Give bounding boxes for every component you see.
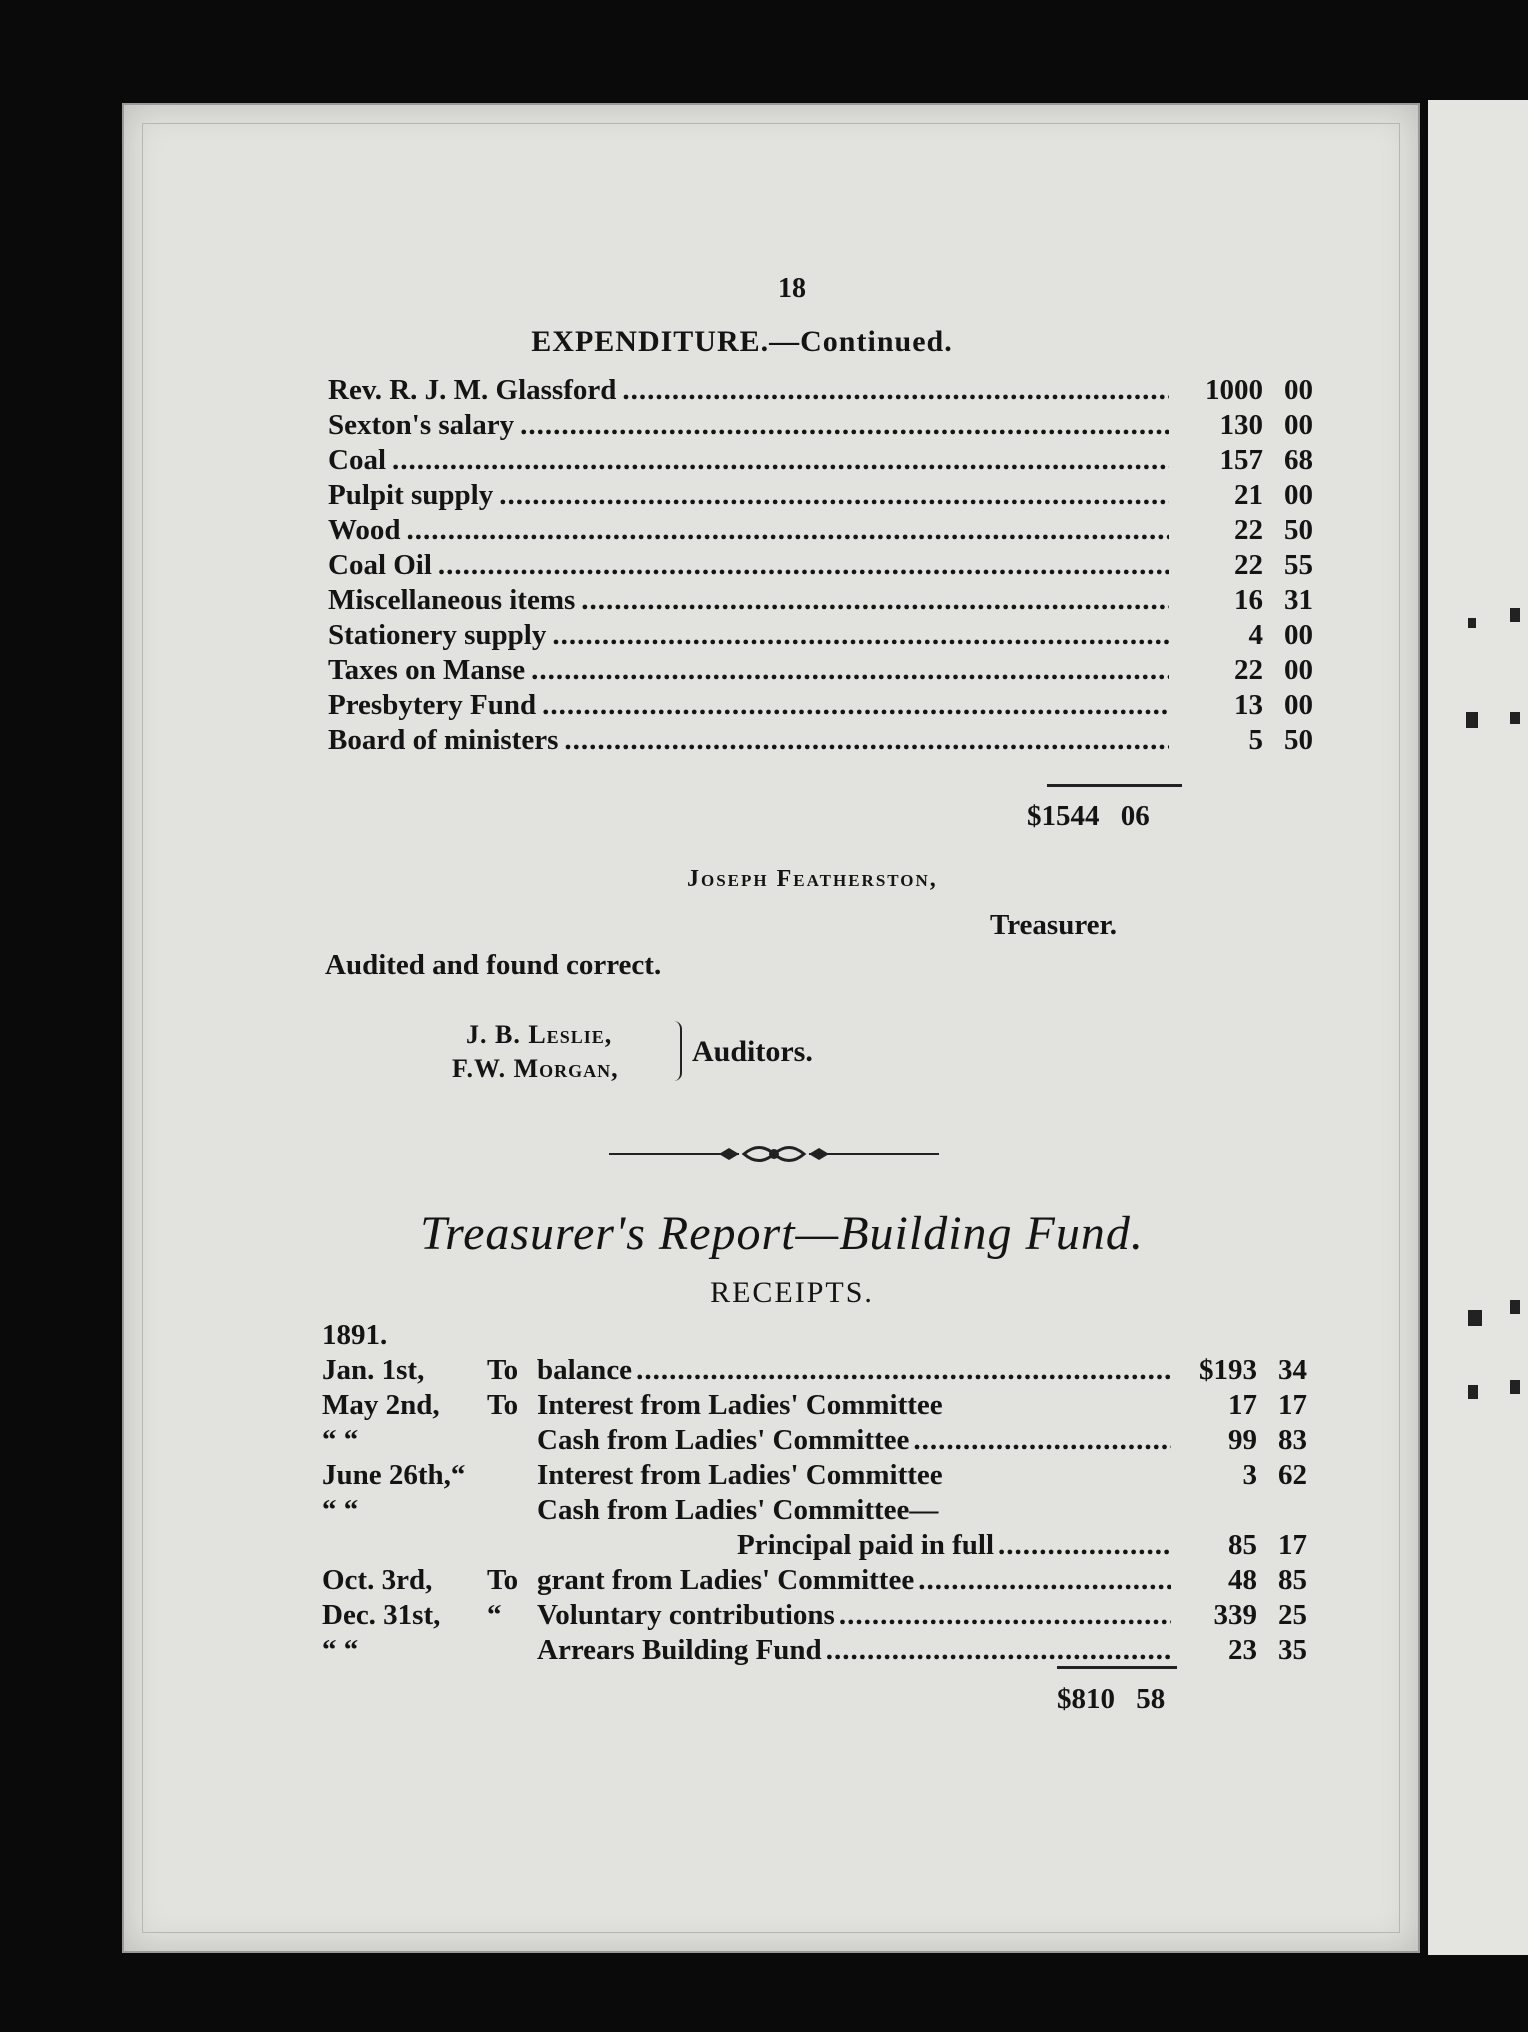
receipt-row <box>322 1353 1307 1388</box>
building-fund-title: Treasurer's Report—Building Fund. <box>420 1207 1144 1260</box>
receipts-year: 1891. <box>322 1319 388 1351</box>
expenditure-cents: 68 <box>1284 444 1313 476</box>
audit-statement: Audited and found correct. <box>325 949 662 981</box>
treasurer-name: Joseph Featherston, <box>687 866 938 892</box>
leader-dots <box>581 583 1169 618</box>
page-number: 18 <box>778 273 806 304</box>
leader-dots <box>826 1633 1171 1668</box>
expenditure-dollars: 16 <box>1234 584 1263 616</box>
treasurer-title: Treasurer. <box>990 909 1118 941</box>
receipt-to: To <box>487 1389 519 1421</box>
receipt-description: balance <box>537 1354 633 1386</box>
expenditure-cents: 00 <box>1284 619 1313 651</box>
receipts-heading: RECEIPTS. <box>710 1276 874 1309</box>
receipt-description: Interest from Ladies' Committee <box>537 1389 943 1421</box>
receipts-table <box>322 1353 1307 1668</box>
receipt-cents: 17 <box>1278 1389 1307 1421</box>
leader-dots <box>564 723 1169 758</box>
expenditure-dollars: 22 <box>1234 549 1263 581</box>
expenditure-cents: 55 <box>1284 549 1313 581</box>
auditor-names <box>452 1018 619 1086</box>
leader-dots <box>407 513 1169 548</box>
receipt-description: Principal paid in full <box>737 1529 995 1561</box>
expenditure-dollars: 13 <box>1234 689 1263 721</box>
expenditure-row <box>328 583 1313 618</box>
expenditure-table <box>328 373 1313 758</box>
receipt-description: Arrears Building Fund <box>537 1634 822 1666</box>
auditors-label: Auditors. <box>692 1035 813 1068</box>
expenditure-dollars: 1000 <box>1205 374 1263 406</box>
expenditure-label: Coal <box>328 444 386 476</box>
leader-dots <box>542 688 1169 723</box>
expenditure-dollars: 157 <box>1219 444 1263 476</box>
receipt-cents: 62 <box>1278 1459 1307 1491</box>
receipt-description: grant from Ladies' Committee <box>537 1564 915 1596</box>
expenditure-label: Rev. R. J. M. Glassford <box>328 374 617 406</box>
facing-page-edge <box>1428 100 1528 1955</box>
receipt-row <box>322 1458 1307 1493</box>
leader-dots <box>998 1528 1171 1563</box>
expenditure-label: Wood <box>328 514 401 546</box>
expenditure-row <box>328 373 1313 408</box>
expenditure-dollars: 5 <box>1248 724 1263 756</box>
leader-dots <box>918 1563 1171 1598</box>
receipt-cents: 35 <box>1278 1634 1307 1666</box>
receipt-date: “ “ <box>322 1424 359 1456</box>
expenditure-dollars: 22 <box>1234 514 1263 546</box>
leader-dots <box>520 408 1169 443</box>
expenditure-label: Taxes on Manse <box>328 654 526 686</box>
receipt-cents: 85 <box>1278 1564 1307 1596</box>
expenditure-label: Presbytery Fund <box>328 689 537 721</box>
receipt-date: “ “ <box>322 1494 359 1526</box>
receipts-total <box>1057 1683 1165 1716</box>
receipt-to: To <box>487 1564 519 1596</box>
receipt-date: Oct. 3rd, <box>322 1564 433 1596</box>
receipt-row <box>322 1493 1307 1528</box>
expenditure-row <box>328 723 1313 758</box>
receipt-cents: 34 <box>1278 1354 1307 1386</box>
expenditure-row <box>328 618 1313 653</box>
expenditure-label: Stationery supply <box>328 619 547 651</box>
auditor-2: F.W. Morgan, <box>452 1054 619 1083</box>
expenditure-dollars: 130 <box>1219 409 1263 441</box>
receipt-description: Voluntary contributions <box>537 1599 835 1631</box>
receipt-dollars: 3 <box>1242 1459 1257 1491</box>
expenditure-cents: 00 <box>1284 409 1313 441</box>
receipt-to: “ <box>487 1599 502 1631</box>
ornament-divider <box>609 1139 939 1169</box>
leader-dots <box>839 1598 1171 1633</box>
receipt-date: Dec. 31st, <box>322 1599 441 1631</box>
receipt-date: “ “ <box>322 1634 359 1666</box>
expenditure-row <box>328 478 1313 513</box>
receipt-dollars: 99 <box>1228 1424 1257 1456</box>
receipt-dollars: 17 <box>1228 1389 1257 1421</box>
expenditure-cents: 31 <box>1284 584 1313 616</box>
receipt-cents: 25 <box>1278 1599 1307 1631</box>
receipt-row <box>322 1423 1307 1458</box>
receipt-to: To <box>487 1354 519 1386</box>
expenditure-cents: 00 <box>1284 374 1313 406</box>
expenditure-row <box>328 548 1313 583</box>
leader-dots <box>531 653 1169 688</box>
receipt-date: May 2nd, <box>322 1389 440 1421</box>
expenditure-total-dollars: $1544 <box>1027 800 1100 832</box>
receipt-description: Interest from Ladies' Committee <box>537 1459 943 1491</box>
expenditure-label: Coal Oil <box>328 549 432 581</box>
receipt-cents: 83 <box>1278 1424 1307 1456</box>
receipt-date: June 26th,“ <box>322 1459 466 1491</box>
expenditure-dollars: 22 <box>1234 654 1263 686</box>
receipt-dollars: $193 <box>1199 1354 1257 1386</box>
leader-dots <box>552 618 1169 653</box>
expenditure-label: Miscellaneous items <box>328 584 576 616</box>
expenditure-cents: 00 <box>1284 654 1313 686</box>
expenditure-row <box>328 688 1313 723</box>
leader-dots <box>392 443 1169 478</box>
expenditure-total-cents: 06 <box>1120 800 1150 832</box>
expenditure-label: Pulpit supply <box>328 479 494 511</box>
expenditure-total <box>1027 800 1150 833</box>
receipt-description: Cash from Ladies' Committee— <box>537 1494 939 1526</box>
expenditure-row <box>328 653 1313 688</box>
expenditure-cents: 50 <box>1284 514 1313 546</box>
leader-dots <box>438 548 1169 583</box>
receipt-dollars: 339 <box>1213 1599 1257 1631</box>
expenditure-row <box>328 443 1313 478</box>
receipt-dollars: 85 <box>1228 1529 1257 1561</box>
expenditure-row <box>328 408 1313 443</box>
expenditure-dollars: 4 <box>1248 619 1263 651</box>
auditor-brace <box>670 1021 682 1081</box>
receipts-total-cents: 58 <box>1136 1683 1166 1715</box>
expenditure-row <box>328 513 1313 548</box>
book-page <box>122 103 1420 1953</box>
receipts-total-rule <box>1057 1666 1177 1669</box>
receipt-row <box>322 1388 1307 1423</box>
receipt-row <box>322 1598 1307 1633</box>
receipt-row <box>322 1528 1307 1563</box>
receipt-row <box>322 1633 1307 1668</box>
expenditure-cents: 50 <box>1284 724 1313 756</box>
expenditure-heading: EXPENDITURE.—Continued. <box>531 325 953 358</box>
leader-dots <box>622 373 1169 408</box>
expenditure-cents: 00 <box>1284 689 1313 721</box>
receipt-description: Cash from Ladies' Committee <box>537 1424 910 1456</box>
expenditure-total-rule <box>1047 784 1182 787</box>
receipt-row <box>322 1563 1307 1598</box>
expenditure-cents: 00 <box>1284 479 1313 511</box>
receipt-date: Jan. 1st, <box>322 1354 425 1386</box>
expenditure-label: Board of ministers <box>328 724 559 756</box>
leader-dots <box>636 1353 1171 1388</box>
receipts-total-dollars: $810 <box>1057 1683 1115 1715</box>
receipt-dollars: 48 <box>1228 1564 1257 1596</box>
auditor-1: J. B. Leslie, <box>466 1020 613 1049</box>
receipt-dollars: 23 <box>1228 1634 1257 1666</box>
expenditure-dollars: 21 <box>1234 479 1263 511</box>
leader-dots <box>913 1423 1171 1458</box>
leader-dots <box>499 478 1169 513</box>
expenditure-label: Sexton's salary <box>328 409 515 441</box>
receipt-cents: 17 <box>1278 1529 1307 1561</box>
